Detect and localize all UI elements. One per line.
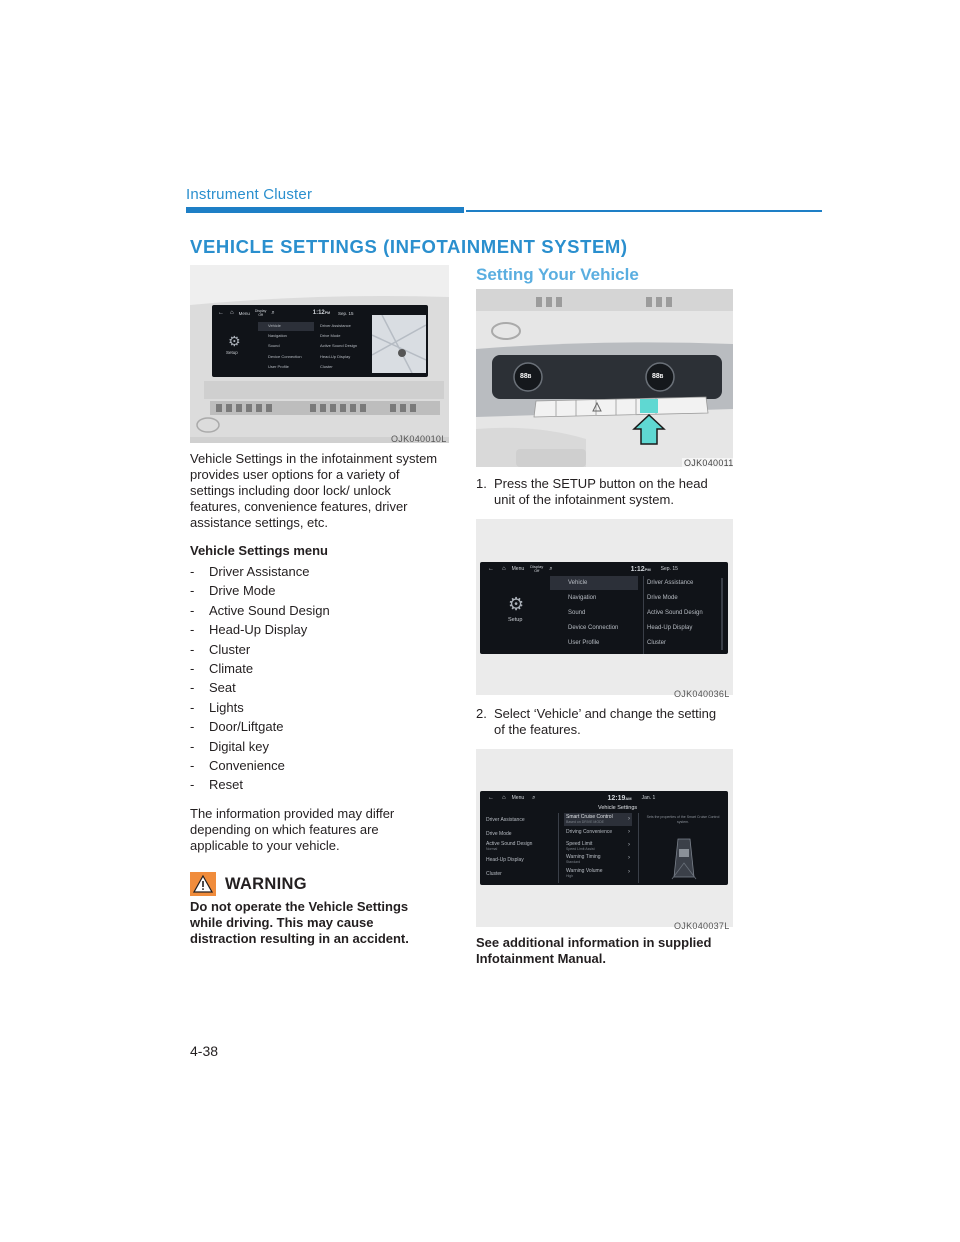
mid-item-sub: Standard (566, 860, 581, 864)
home-icon[interactable]: ⌂ (502, 566, 506, 572)
list-item: - Climate (190, 660, 254, 676)
warning-header (190, 872, 307, 896)
clock: 1:12PM (630, 565, 651, 573)
list-item: - Active Sound Design (190, 602, 330, 618)
warning-text: Do not operate the Vehicle Settings while driving. This may cause distraction resulting in an accident. (190, 899, 409, 946)
mid-item[interactable]: Smart Cruise Control (566, 814, 613, 820)
clock: 12:19AM (607, 794, 632, 802)
step1-number: 1. (476, 476, 487, 491)
step2-text: Select ‘Vehicle’ and change the setting of the features. (494, 706, 717, 737)
col1-item[interactable]: User Profile (568, 640, 600, 646)
section-title: Instrument Cluster (186, 186, 313, 203)
date: Sep. 15 (660, 566, 678, 572)
col1-item[interactable]: User Profile (268, 364, 289, 369)
col2-item[interactable]: Head-Up Display (647, 625, 693, 631)
col2-item[interactable]: Driver Assistance (647, 580, 694, 586)
step2-number: 2. (476, 706, 487, 721)
mid-item[interactable]: Driving Convenience (566, 829, 613, 835)
screen-top-bar (480, 791, 728, 805)
chevron-right-icon: › (628, 869, 630, 875)
col2-item[interactable]: Head-Up Display (320, 354, 351, 359)
scrollbar[interactable] (638, 813, 639, 883)
vehicle-settings-list (190, 562, 330, 795)
list-item: - Drive Mode (190, 583, 276, 599)
setup-screen (480, 562, 728, 654)
col1-item[interactable]: Vehicle (268, 323, 281, 328)
display-off-label[interactable]: Display Off (530, 563, 544, 573)
sub-heading: Setting Your Vehicle (476, 265, 639, 284)
figure-dashboard-screen (190, 265, 449, 443)
figure-code: OJK040011 (684, 458, 734, 468)
figure-head-unit (476, 289, 733, 467)
setup-label: Setup (226, 350, 238, 355)
list-item: - Door/Liftgate (190, 719, 284, 735)
display-off-label[interactable]: Display Off (254, 309, 267, 317)
left-item[interactable]: Driver Assistance (486, 817, 525, 823)
vehicle-settings-screen (480, 791, 728, 885)
col2-item[interactable]: Active Sound Design (320, 343, 358, 348)
setup-gear-icon: ⚙ (228, 333, 241, 349)
gauge-right: 88B (652, 373, 664, 380)
list-item: - Cluster (190, 641, 251, 657)
closing-note: See additional information in supplied Infotainment Manual. (476, 935, 712, 966)
col2-item[interactable]: Active Sound Design (647, 610, 703, 616)
list-item: - Lights (190, 699, 244, 715)
warning-icon (190, 872, 216, 896)
column-divider (643, 576, 644, 654)
back-icon[interactable]: ← (218, 310, 224, 316)
figure-setup-screen (476, 519, 733, 695)
setup-button[interactable] (640, 399, 658, 413)
selected-row-highlight (258, 322, 314, 331)
menu-title: Vehicle Settings menu (190, 543, 328, 558)
col1-item[interactable]: Sound (268, 343, 280, 348)
infotainment-screen (212, 305, 428, 377)
selected-row-highlight (550, 576, 638, 590)
scrollbar[interactable] (721, 578, 723, 650)
menu-label[interactable]: Menu (511, 566, 525, 572)
mid-item[interactable]: Warning Volume (566, 868, 603, 874)
chevron-right-icon: › (628, 816, 630, 822)
screen-top-bar (480, 562, 728, 576)
warning-label: WARNING (225, 874, 307, 893)
list-item: - Reset (190, 777, 243, 793)
col1-item[interactable]: Navigation (568, 595, 597, 601)
figure-vehicle-settings-screen (476, 749, 733, 927)
col1-item[interactable]: Device Connection (268, 354, 302, 359)
menu-label[interactable]: Menu (511, 795, 525, 801)
page-number: 4-38 (190, 1043, 219, 1059)
clock: 1:12PM (312, 310, 331, 316)
col2-item[interactable]: Drive Mode (320, 333, 341, 338)
setup-label: Setup (508, 617, 523, 623)
left-item[interactable]: Cluster (486, 871, 502, 877)
home-icon[interactable]: ⌂ (230, 310, 234, 316)
step1-text: Press the SETUP button on the head unit of the infotainment system. (494, 476, 708, 507)
back-icon[interactable]: ← (488, 566, 494, 572)
col2-item[interactable]: Drive Mode (647, 595, 678, 601)
col2-item[interactable]: Cluster (320, 364, 333, 369)
mid-item-sub: High (566, 874, 574, 878)
left-item-sub: Normal (486, 847, 498, 851)
mid-item-sub: Based on DRIVE MODE (566, 820, 604, 824)
chevron-right-icon: › (628, 842, 630, 848)
list-item: - Driver Assistance (190, 564, 310, 579)
col2-item[interactable]: Cluster (647, 640, 667, 646)
list-item: - Convenience (190, 757, 285, 773)
left-item[interactable]: Active Sound Design (486, 841, 533, 847)
chevron-right-icon: › (628, 829, 630, 835)
info-note: The information provided may differ depending on which features are applicable to your vehicle. (190, 806, 395, 853)
head-unit-illustration (476, 289, 733, 467)
date: Jan. 1 (641, 795, 656, 801)
back-icon[interactable]: ← (488, 795, 494, 801)
list-item: - Head-Up Display (190, 622, 308, 638)
setup-gear-icon: ⚙ (508, 594, 525, 614)
main-heading: VEHICLE SETTINGS (INFOTAINMENT SYSTEM) (190, 236, 628, 257)
screen-title: Vehicle Settings (598, 805, 638, 811)
home-icon[interactable]: ⌂ (502, 795, 506, 801)
column-divider (558, 813, 559, 883)
date: Sep. 15 (338, 310, 354, 316)
header-rule-thin (466, 210, 822, 212)
header-rule-thick (186, 207, 464, 213)
search-icon[interactable]: ⌕ (532, 794, 536, 801)
search-icon[interactable]: ⌕ (271, 309, 275, 316)
feature-description: Sets the properties of the Smart Cruise Control system. (646, 815, 720, 824)
figure-code: OJK040037L (674, 921, 730, 931)
chevron-right-icon: › (628, 855, 630, 861)
mid-item-sub: Speed Limit Assist (566, 847, 595, 851)
menu-label[interactable]: Menu (238, 310, 250, 316)
gauge-left: 88B (520, 373, 532, 380)
col1-item[interactable]: Navigation (268, 333, 287, 338)
col1-item[interactable]: Sound (568, 610, 586, 616)
search-icon[interactable]: ⌕ (549, 565, 553, 572)
left-item[interactable]: Head-Up Display (486, 857, 524, 863)
car-illustration (670, 833, 698, 881)
map-panel (372, 315, 426, 373)
col2-item[interactable]: Driver Assistance (320, 323, 351, 328)
left-item[interactable]: Drive Mode (486, 831, 512, 837)
intro-paragraph: Vehicle Settings in the infotainment system provides user options for a variety of settings including door lock/ unlock features, convenience features, driver assistance settings, etc. (190, 451, 438, 530)
figure-code: OJK040036L (674, 689, 730, 699)
col1-item[interactable]: Vehicle (568, 580, 588, 586)
mid-item[interactable]: Speed Limit (566, 841, 593, 847)
mid-item[interactable]: Warning Timing (566, 854, 601, 860)
list-item: - Digital key (190, 738, 269, 754)
col1-item[interactable]: Device Connection (568, 625, 619, 631)
list-item: - Seat (190, 680, 236, 696)
figure-code: OJK040010L (391, 434, 447, 444)
